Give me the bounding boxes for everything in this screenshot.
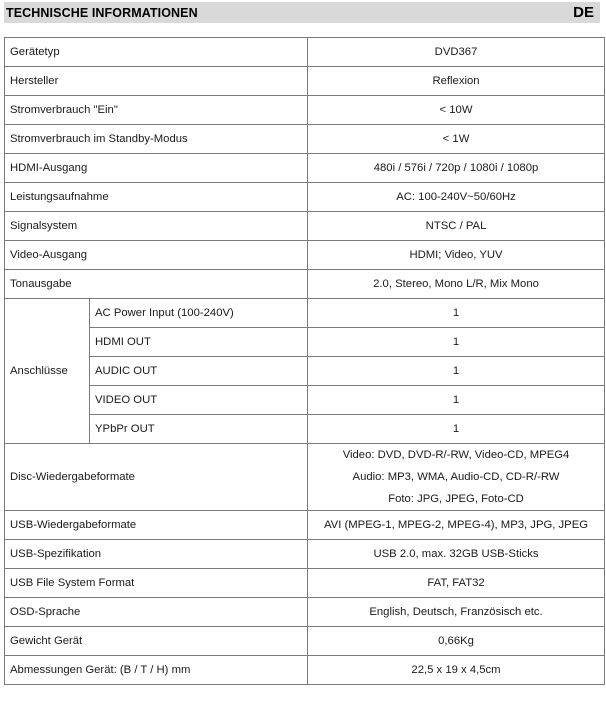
table-row — [5, 241, 605, 270]
row-label: OSD-Sprache — [5, 598, 308, 627]
connector-count: 1 — [308, 357, 605, 386]
row-value: AVI (MPEG-1, MPEG-2, MPEG-4), MP3, JPG, JPEG — [308, 511, 605, 540]
connector-count: 1 — [308, 328, 605, 357]
table-row — [5, 183, 605, 212]
table-row — [5, 656, 605, 685]
section-header — [4, 2, 600, 23]
disc-format-line: Video: DVD, DVD-R/-RW, Video-CD, MPEG4 — [342, 449, 570, 461]
row-value: 2.0, Stereo, Mono L/R, Mix Mono — [308, 270, 605, 299]
table-row — [5, 125, 605, 154]
connector-count: 1 — [308, 299, 605, 328]
table-row — [5, 96, 605, 125]
row-label: HDMI-Ausgang — [5, 154, 308, 183]
row-label: Signalsystem — [5, 212, 308, 241]
disc-label: Disc-Wiedergabeformate — [5, 444, 308, 511]
row-label: USB File System Format — [5, 569, 308, 598]
row-value: FAT, FAT32 — [308, 569, 605, 598]
table-row — [5, 415, 605, 444]
connector-count: 1 — [308, 415, 605, 444]
row-label: Gewicht Gerät — [5, 627, 308, 656]
table-row — [5, 444, 605, 511]
row-label: Leistungsaufnahme — [5, 183, 308, 212]
row-value: English, Deutsch, Französisch etc. — [308, 598, 605, 627]
section-title: TECHNISCHE INFORMATIONEN — [6, 5, 198, 20]
language-code: DE — [573, 4, 594, 21]
table-row — [5, 270, 605, 299]
disc-format-line: Audio: MP3, WMA, Audio-CD, CD-R/-RW — [352, 471, 560, 483]
row-label: Tonausgabe — [5, 270, 308, 299]
table-row — [5, 328, 605, 357]
row-label: USB-Spezifikation — [5, 540, 308, 569]
row-label: Abmessungen Gerät: (B / T / H) mm — [5, 656, 308, 685]
table-row — [5, 386, 605, 415]
connector-name: HDMI OUT — [90, 328, 308, 357]
connector-count: 1 — [308, 386, 605, 415]
table-row — [5, 540, 605, 569]
disc-format-line: Foto: JPG, JPEG, Foto-CD — [388, 493, 524, 505]
row-value: 22,5 x 19 x 4,5cm — [308, 656, 605, 685]
row-value: NTSC / PAL — [308, 212, 605, 241]
row-label: Video-Ausgang — [5, 241, 308, 270]
row-label: Gerätetyp — [5, 38, 308, 67]
disc-formats — [308, 444, 605, 511]
row-label: Stromverbrauch im Standby-Modus — [5, 125, 308, 154]
row-value: DVD367 — [308, 38, 605, 67]
row-value: 0,66Kg — [308, 627, 605, 656]
table-row — [5, 299, 605, 328]
row-label: USB-Wiedergabeformate — [5, 511, 308, 540]
row-value: HDMI; Video, YUV — [308, 241, 605, 270]
table-row — [5, 67, 605, 96]
row-value: USB 2.0, max. 32GB USB-Sticks — [308, 540, 605, 569]
table-row — [5, 511, 605, 540]
anschluesse-label: Anschlüsse — [5, 299, 90, 444]
connector-name: AUDIC OUT — [90, 357, 308, 386]
table-row — [5, 212, 605, 241]
row-value: 480i / 576i / 720p / 1080i / 1080p — [308, 154, 605, 183]
row-label: Stromverbrauch "Ein" — [5, 96, 308, 125]
connector-name: AC Power Input (100-240V) — [90, 299, 308, 328]
row-value: Reflexion — [308, 67, 605, 96]
row-label: Hersteller — [5, 67, 308, 96]
table-row — [5, 154, 605, 183]
row-value: AC: 100-240V~50/60Hz — [308, 183, 605, 212]
row-value: < 10W — [308, 96, 605, 125]
table-row — [5, 598, 605, 627]
table-row — [5, 357, 605, 386]
connector-name: VIDEO OUT — [90, 386, 308, 415]
table-row — [5, 38, 605, 67]
row-value: < 1W — [308, 125, 605, 154]
table-row — [5, 627, 605, 656]
spec-table — [4, 37, 605, 685]
table-row — [5, 569, 605, 598]
connector-name: YPbPr OUT — [90, 415, 308, 444]
